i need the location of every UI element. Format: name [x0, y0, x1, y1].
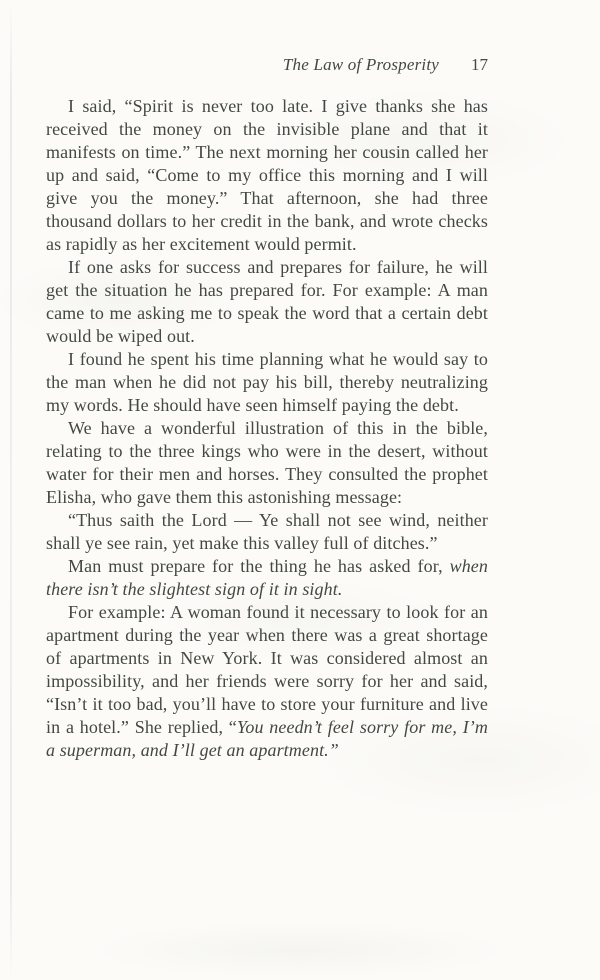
- text-run: We have a wonderful illustration of this in the bible, relating to the three kings who were in the desert, without water for their men and horses. They consulted the prophet Elisha, who gave them this astonishing message:: [46, 418, 488, 507]
- paragraph: [46, 256, 488, 348]
- page-content: [46, 55, 488, 762]
- text-run: For example: A woman found it necessary to look for an apartment during the year when there was a great shortage of apartments in New York. It was considered almost an impossibility, and her friends were sorry for her and said, “Isn’t it too bad, you’ll have to store your furniture and live in a hotel.” She replied, “: [46, 602, 488, 737]
- paragraph: [46, 95, 488, 256]
- running-header-title: The Law of Prosperity: [282, 55, 439, 74]
- paragraph: [46, 348, 488, 417]
- running-header: [46, 55, 488, 75]
- text-run: I said, “Spirit is never too late. I give thanks she has received the money on the invisible plane and that it manifests on time.” The next morning her cousin called her up and said, “Come to my office this morning and I will give you the money.” That afternoon, she had three thousand dollars to her credit in the bank, and wrote checks as rapidly as her excitement would permit.: [46, 96, 488, 254]
- paragraph: [46, 555, 488, 601]
- paragraph: [46, 417, 488, 509]
- text-run: If one asks for success and prepares for failure, he will get the situation he has prepared for. For example: A man came to me asking me to speak the word that a certain debt would be wiped out.: [46, 257, 488, 346]
- page-body: [46, 95, 488, 762]
- scan-edge-line: [10, 0, 12, 980]
- paragraph: [46, 509, 488, 555]
- italic-text-run: You needn’t feel sorry for me, I’m a superman, and I’ll get an apartment.”: [46, 717, 488, 760]
- text-run: Man must prepare for the thing he has asked for,: [68, 556, 450, 576]
- page-number: 17: [471, 55, 488, 74]
- text-run: “Thus saith the Lord — Ye shall not see wind, neither shall ye see rain, yet make this valley full of ditches.”: [46, 510, 488, 553]
- italic-text-run: when there isn’t the slightest sign of it in sight.: [46, 556, 488, 599]
- text-run: I found he spent his time planning what he would say to the man when he did not pay his bill, thereby neutralizing my words. He should have seen himself paying the debt.: [46, 349, 488, 415]
- paragraph: [46, 601, 488, 762]
